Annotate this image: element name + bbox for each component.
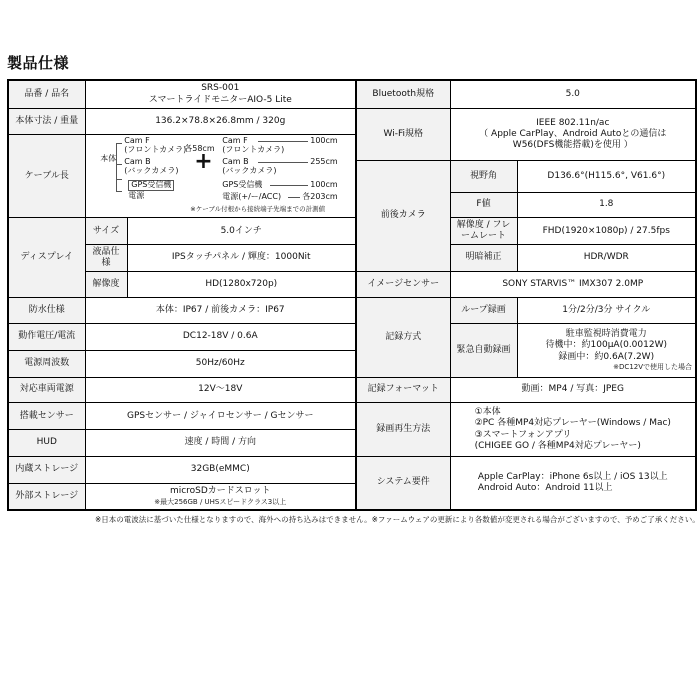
ext-storage-main: microSDカードスロット [169, 486, 271, 497]
waterproof-label: 防水仕様 [8, 298, 85, 324]
cable-right-cam-b: Cam B (バックカメラ) [222, 157, 277, 175]
freq-value: 50Hz/60Hz [85, 350, 356, 377]
waterproof-value: 本体：IP67 / 前後カメラ：IP67 [85, 298, 356, 324]
cable-right-power: 電源(+/ー/ACC) [222, 192, 282, 202]
cable-right-power-length: 各203cm [302, 192, 338, 202]
loop-value: 1分/2分/3分 サイクル [517, 298, 696, 324]
hud-value: 速度 / 時間 / 方向 [85, 430, 356, 457]
format-value: 動画：MP4 / 写真：JPEG [450, 377, 696, 403]
cable-right-cam-b-length: 255cm [310, 157, 338, 167]
display-panel-label: 液晶仕様 [85, 245, 127, 272]
wifi-label: Wi-Fi規格 [356, 109, 450, 160]
playback-line-3: ③スマートフォンアプリ [474, 429, 572, 440]
cable-right-gps: GPS受信機 [222, 180, 263, 190]
freq-label: 電源周波数 [8, 350, 85, 377]
cable-power: 電源 [128, 191, 145, 201]
cable-plus-icon: + [194, 149, 213, 175]
vehicle-value: 12V〜18V [85, 377, 356, 403]
cable-cam-f: Cam F (フロントカメラ) [124, 136, 187, 154]
model-label: 品番 / 品名 [8, 80, 85, 109]
model-name: スマートライドモニターAIO-5 Lite [148, 94, 292, 105]
cable-body: 本体 [100, 154, 117, 164]
wifi-value [450, 109, 696, 160]
image-sensor-label: イメージセンサー [356, 271, 450, 298]
playback-line-1: ①本体 [474, 407, 501, 418]
camera-wdr-value: HDR/WDR [517, 245, 696, 272]
camera-label: 前後カメラ [356, 160, 450, 271]
footnote: ※日本の電波法に基づいた仕様となりますので、海外への持ち込みはできません。※ファームウェアの更新により各数値が変更される場合がございますので、予めご了承ください。 [95, 515, 700, 524]
system-line-2: Android Auto：Android 11以上 [477, 482, 613, 493]
cable-cam-b: Cam B (バックカメラ) [124, 157, 179, 175]
hud-label: HUD [8, 430, 85, 457]
cable-diagram [85, 135, 356, 218]
playback-value [450, 403, 696, 456]
cable-gps: GPS受信機 [128, 180, 174, 191]
spec-table [7, 79, 697, 511]
wifi-line-2: （ Apple CarPlay、Android Autoとの通信は [479, 128, 667, 139]
display-label: ディスプレイ [8, 218, 85, 298]
emergency-rec: 録画中：約0.6A(7.2W) [558, 351, 655, 362]
cable-right-gps-length: 100cm [310, 180, 338, 190]
model-value [85, 80, 356, 109]
cable-label: ケーブル長 [8, 135, 85, 218]
loop-label: ループ録画 [450, 298, 517, 324]
ext-storage-note: ※最大256GB / UHSスピードクラス3以上 [154, 497, 287, 506]
system-value [450, 456, 696, 510]
display-res-value: HD(1280x720p) [127, 271, 356, 298]
voltage-value: DC12-18V / 0.6A [85, 324, 356, 351]
cable-note: ※ケーブル付根から接続端子先端までの計測値 [190, 205, 326, 214]
bluetooth-value: 5.0 [450, 80, 696, 109]
vehicle-label: 対応車両電源 [8, 377, 85, 403]
format-label: 記録フォーマット [356, 377, 450, 403]
emergency-value [517, 324, 696, 377]
voltage-label: 動作電圧/電流 [8, 324, 85, 351]
camera-f-value: 1.8 [517, 192, 696, 218]
display-res-label: 解像度 [85, 271, 127, 298]
playback-line-4: (CHIGEE GO / 各種MP4対応プレーヤー) [474, 440, 641, 451]
image-sensor-value: SONY STARVIS™ IMX307 2.0MP [450, 271, 696, 298]
wifi-line-3: W56(DFS機能搭載)を使用 ） [512, 140, 633, 151]
system-label: システム要件 [356, 456, 450, 510]
playback-label: 録画再生方法 [356, 403, 450, 456]
ext-storage-label: 外部ストレージ [8, 483, 85, 510]
camera-f-label: F値 [450, 192, 517, 218]
bluetooth-label: Bluetooth規格 [356, 80, 450, 109]
wifi-line-1: IEEE 802.11n/ac [536, 117, 610, 128]
model-number: SRS-001 [201, 83, 240, 94]
emergency-note: ※DC12Vで使用した場合 [613, 362, 693, 371]
display-size-label: サイズ [85, 218, 127, 245]
camera-res-value: FHD(1920×1080p) / 27.5fps [517, 218, 696, 245]
emergency-standby: 待機中：約100μA(0.0012W) [545, 340, 667, 351]
camera-fov-label: 視野角 [450, 160, 517, 192]
cable-right-cam-f-length: 100cm [310, 136, 338, 146]
sensors-label: 搭載センサー [8, 403, 85, 430]
size-value: 136.2×78.8×26.8mm / 320g [85, 109, 356, 135]
camera-wdr-label: 明暗補正 [450, 245, 517, 272]
sensors-value: GPSセンサー / ジャイロセンサー / Gセンサー [85, 403, 356, 430]
recording-label: 記録方式 [356, 298, 450, 377]
display-size-value: 5.0インチ [127, 218, 356, 245]
size-label: 本体寸法 / 重量 [8, 109, 85, 135]
cable-right-cam-f: Cam F (フロントカメラ) [222, 136, 285, 154]
page-title: 製品仕様 [7, 54, 70, 72]
camera-res-label: 解像度 / フレームレート [450, 218, 517, 245]
storage-value: 32GB(eMMC) [85, 456, 356, 483]
emergency-label: 緊急自動録画 [450, 324, 517, 377]
display-panel-value: IPSタッチパネル / 輝度：1000Nit [127, 245, 356, 272]
playback-line-2: ②PC 各種MP4対応プレーヤー(Windows / Mac) [474, 418, 671, 429]
storage-label: 内蔵ストレージ [8, 456, 85, 483]
ext-storage-value [85, 483, 356, 510]
cable-length-58: 各58cm [184, 144, 215, 154]
camera-fov-value: D136.6°(H115.6°, V61.6°) [517, 160, 696, 192]
emergency-title: 駐車監視時消費電力 [565, 329, 647, 340]
system-line-1: Apple CarPlay：iPhone 6s以上 / iOS 13以上 [477, 471, 668, 482]
